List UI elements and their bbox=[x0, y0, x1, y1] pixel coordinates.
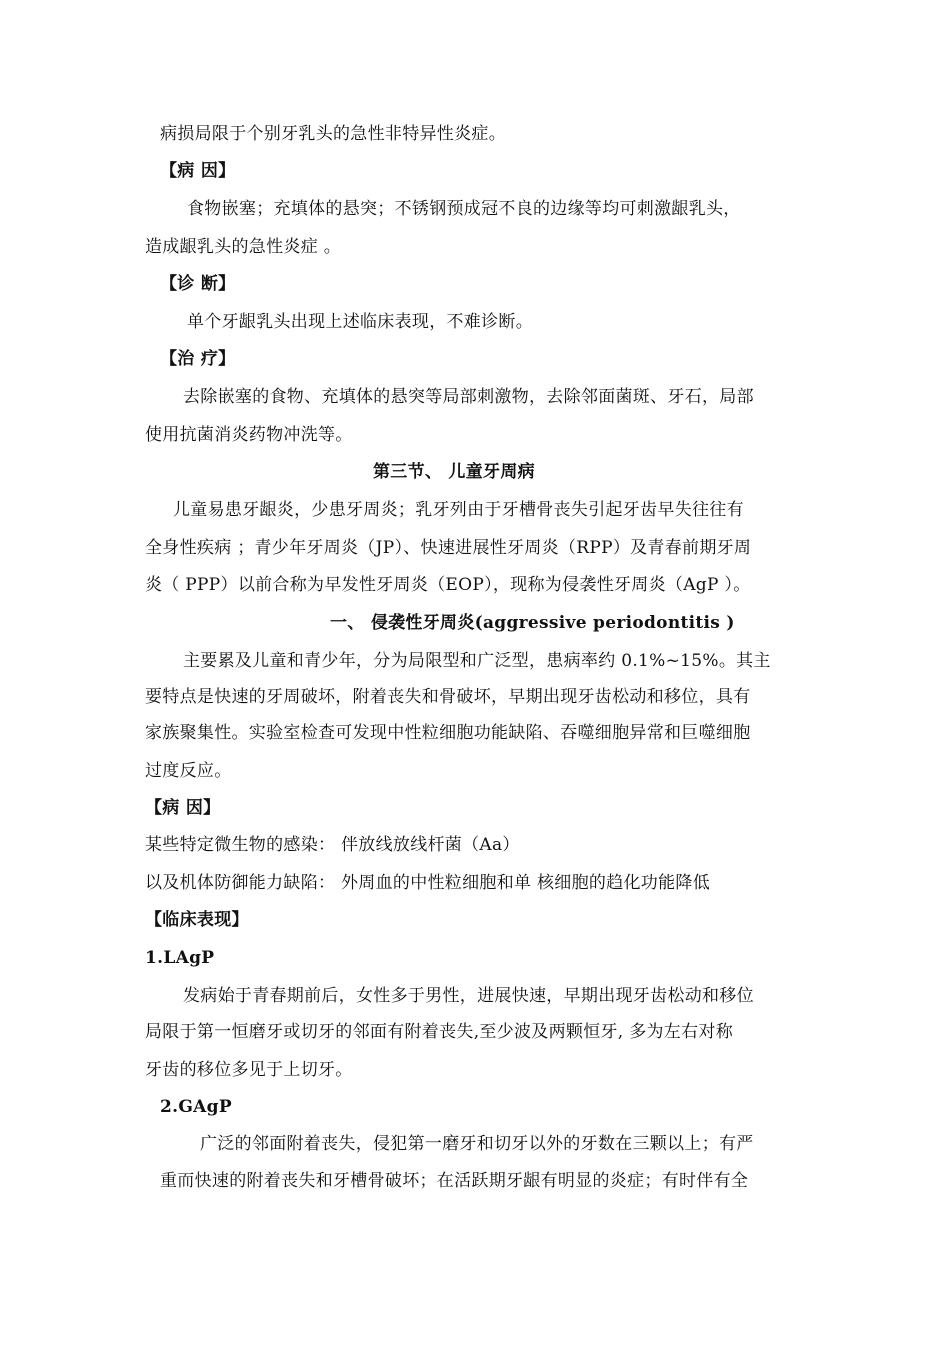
text-line: 使用抗菌消炎药物冲洗等。 bbox=[145, 425, 353, 445]
section-heading-diagnosis: 【诊 断】 bbox=[160, 274, 236, 294]
text-line: 炎（ PPP）以前合称为早发性牙周炎（EOP），现称为侵袭性牙周炎（AgP ）。 bbox=[145, 575, 751, 595]
text-line: 过度反应。 bbox=[145, 761, 232, 781]
text-line: 主要累及儿童和青少年，分为局限型和广泛型，患病率约 0.1%~15%。其主 bbox=[183, 651, 771, 671]
text-line: 单个牙龈乳头出现上述临床表现，不难诊断。 bbox=[187, 312, 533, 332]
text-line: 全身性疾病 ；青少年牙周炎（JP）、快速进展性牙周炎（RPP）及青春前期牙周 bbox=[145, 538, 752, 558]
text-line: 广泛的邻面附着丧失，侵犯第一磨牙和切牙以外的牙数在三颗以上；有严 bbox=[200, 1134, 754, 1154]
text-line: 造成龈乳头的急性炎症 。 bbox=[145, 237, 342, 257]
text-line: 局限于第一恒磨牙或切牙的邻面有附着丧失,至少波及两颗恒牙, 多为左右对称 bbox=[145, 1022, 734, 1042]
text-line: 牙齿的移位多见于上切牙。 bbox=[145, 1060, 353, 1080]
section-heading-clinical: 【临床表现】 bbox=[145, 910, 249, 930]
text-line: 发病始于青春期前后，女性多于男性，进展快速，早期出现牙齿松动和移位 bbox=[183, 986, 754, 1006]
text-line: 儿童易患牙龈炎，少患牙周炎；乳牙列由于牙槽骨丧失引起牙齿早失往往有 bbox=[173, 500, 744, 520]
item-heading-gagp: 2.GAgP bbox=[160, 1097, 232, 1117]
text-line: 以及机体防御能力缺陷： 外周血的中性粒细胞和单 核细胞的趋化功能降低 bbox=[145, 873, 711, 893]
text-line: 病损局限于个别牙乳头的急性非特异性炎症。 bbox=[160, 124, 506, 144]
text-line: 要特点是快速的牙周破坏，附着丧失和骨破坏，早期出现牙齿松动和移位，具有 bbox=[145, 687, 751, 707]
text-line: 某些特定微生物的感染： 伴放线放线杆菌（Aa） bbox=[145, 835, 520, 855]
item-heading-lagp: 1.LAgP bbox=[145, 948, 215, 968]
text-line: 家族聚集性。实验室检查可发现中性粒细胞功能缺陷、吞噬细胞异常和巨噬细胞 bbox=[145, 723, 751, 743]
text-line: 食物嵌塞；充填体的悬突；不锈钢预成冠不良的边缘等均可刺激龈乳头， bbox=[187, 199, 741, 219]
chapter-section-title: 第三节、 儿童牙周病 bbox=[373, 462, 535, 482]
section-heading-etiology: 【病 因】 bbox=[160, 161, 236, 181]
subsection-title: 一、 侵袭性牙周炎(aggressive periodontitis ) bbox=[330, 613, 735, 633]
text-line: 去除嵌塞的食物、充填体的悬突等局部刺激物，去除邻面菌斑、牙石，局部 bbox=[183, 387, 754, 407]
text-line: 重而快速的附着丧失和牙槽骨破坏；在活跃期牙龈有明显的炎症；有时伴有全 bbox=[160, 1171, 749, 1191]
section-heading-etiology: 【病 因】 bbox=[145, 798, 221, 818]
section-heading-treatment: 【治 疗】 bbox=[160, 349, 236, 369]
